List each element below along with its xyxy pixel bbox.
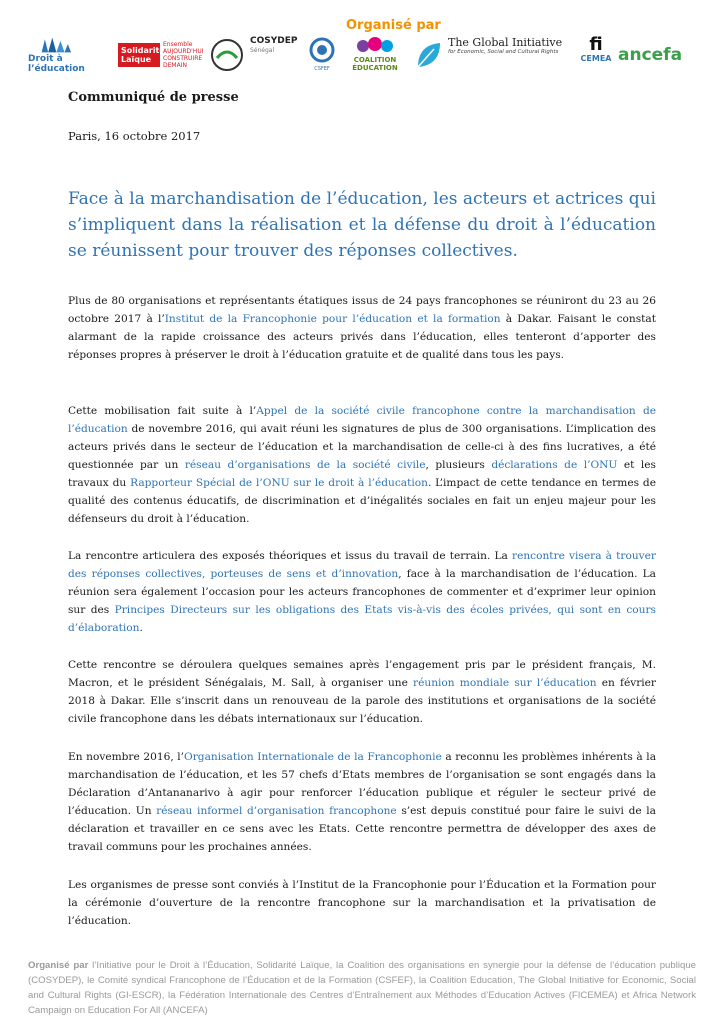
paragraph-1: Plus de 80 organisations et représentants étatiques issus de 24 pays francophones se réuniront du 23 au 26 octobre 2017 à l’Institut de la Francophonie pour l’éducation et la formation à Dakar. Faisant le constat alarmant de la rapide croissance des acteurs privés dans l’éducation, elles tenteront d’apporter des réponses propres à préserver le droit à l’éducation gratuite et de qualité dans tous les pays.	[68, 295, 656, 361]
logo-csfef: CSFEF	[304, 36, 340, 74]
logo-ancefa: ancefa	[618, 45, 683, 65]
paragraph-2: Cette mobilisation fait suite à l’Appel de la société civile francophone contre la marchandisation de l’éducation de novembre 2016, qui avait réuni les signatures de plus de 300 organisations. L’implication des acteurs privés dans le secteur de l’éducation et la marchandisation de celle-ci à des fins lucratives, a été questionnée par un réseau d’organisations de la société civile, plusieurs déclarations de l’ONU et les travaux du Rapporteur Spécial de l’ONU sur le droit à l’éducation. L’impact de cette tendance en termes de qualité des contenus éducatifs, de discrimination et d’inégalités sociales en fait un enjeu majeur pour les défenseurs du droit à l’éducation.	[68, 405, 657, 525]
paragraph-6: Les organismes de presse sont conviés à l’Institut de la Francophonie pour l’Éducation et la Formation pour la cérémonie d’ouverture de la rencontre francophone sur la marchandisation et la privatisation de l’éducation.	[68, 879, 656, 927]
link-declarations-onu[interactable]: déclarations de l’ONU	[491, 459, 618, 471]
link-rencontre-visera[interactable]: rencontre visera à trouver des réponses collectives, porteuses de sens et d’innovation	[68, 550, 656, 580]
paragraph-3: La rencontre articulera des exposés théoriques et issus du travail de terrain. La rencontre visera à trouver des réponses collectives, porteuses de sens et d’innovation, face à la marchandisation de l’éducation. La réunion sera également l’occasion pour les acteurs francophones de commenter et d’exprimer leur opinion sur des Principes Directeurs sur les obligations des Etats vis-à-vis des écoles privées, qui sont en cours d’élaboration.	[68, 550, 656, 634]
paragraph-5: En novembre 2016, l’Organisation Internationale de la Francophonie a reconnu les problèmes inhérents à la marchandisation de l’éducation, et les 57 chefs d’Etats membres de l’organisation se sont engagés dans la Déclaration d’Antananarivo à agir pour renforcer l’éducation publique et réguler le secteur privé de l’éducation. Un réseau informel d’organisation francophone s’est depuis constitué pour faire le suivi de la déclaration et travailler en ce sens avec les Etats. Cette rencontre permettra de développer des axes de travail communs pour les prochaines années.	[68, 751, 657, 853]
link-rapporteur-special[interactable]: Rapporteur Spécial de l’ONU sur le droit à l’éducation	[130, 477, 428, 489]
logo-partner-circle	[210, 36, 250, 74]
logo-droit-education: Droit à l’éducation	[28, 36, 118, 74]
logo-cosydep: COSYDEP Sénégal	[250, 36, 298, 54]
link-institut-francophonie[interactable]: Institut de la Francophonie pour l’éducation et la formation	[164, 313, 501, 325]
leaf-icon	[414, 39, 444, 71]
logo-global-initiative: The Global Initiative for Economic, Social and Cultural Rights	[448, 36, 563, 55]
logo-solidarite-laique: Solidarité Laïque Ensemble AUJOURD'HUI CONSTRUIRE DEMAIN	[118, 36, 206, 74]
partner-logos	[28, 18, 696, 74]
page-title: Face à la marchandisation de l’éducation, les acteurs et actrices qui s’impliquent dans la réalisation et la défense du droit à l’éducation se réunissent pour trouver des réponses collectives.	[68, 189, 656, 261]
link-reunion-mondiale[interactable]: réunion mondiale sur l’éducation	[413, 677, 597, 689]
fi-mark-icon: fi	[589, 34, 603, 55]
coalition-people-icon	[355, 36, 395, 56]
droit-education-emblem-icon	[28, 36, 88, 54]
link-reseau-organisations[interactable]: réseau d’organisations de la société civile	[184, 459, 426, 471]
link-oif[interactable]: Organisation Internationale de la Francophonie	[184, 751, 442, 763]
press-release-heading: Communiqué de presse	[68, 90, 239, 105]
organised-by-label: Organisé par	[346, 18, 441, 33]
csfef-swirl-icon	[307, 36, 337, 64]
logo-gi-escr-leaf	[414, 36, 448, 74]
dateline: Paris, 16 octobre 2017	[68, 129, 201, 143]
link-principes-directeurs[interactable]: Principes Directeurs sur les obligations des Etats vis-à-vis des écoles privées, qui sont en cours d’élaboration	[68, 604, 656, 634]
link-appel-societe-civile[interactable]: Appel de la société civile francophone contre la marchandisation de l’éducation	[68, 405, 657, 435]
link-reseau-informel[interactable]: réseau informel d’organisation francophone	[156, 805, 397, 817]
paragraph-4: Cette rencontre se déroulera quelques semaines après l’engagement pris par le président français, M. Macron, et le président Sénégalais, M. Sall, à organiser une réunion mondiale sur l’éducation en février 2018 à Dakar. Elle s’inscrit dans un renouveau de la parole des institutions et organisations de la société civile francophone dans les débats internationaux sur l’éducation.	[68, 659, 657, 725]
globe-emblem-icon	[210, 38, 244, 72]
footer-organisers: Organisé par l’Initiative pour le Droit à l’Éducation, Solidarité Laïque, la Coalition des organisations en synergie pour la défense de l’éducation publique (COSYDEP), le Comité syndical Francophone de l’Éducation et de la Formation (CSFEF), la Coalition Education, The Global Initiative for Economic, Social and Cultural Rights (GI-ESCR), la Fédération Internationale des Centres d’Entraînement aux Méthodes d’Education Actives (FICEMEA) et Africa Network Campaign on Education For All (ANCEFA)	[28, 960, 696, 1016]
logo-cemea: fi CEMEA	[580, 34, 612, 63]
logo-coalition-education: COALITION ÉDUCATION	[342, 36, 408, 74]
